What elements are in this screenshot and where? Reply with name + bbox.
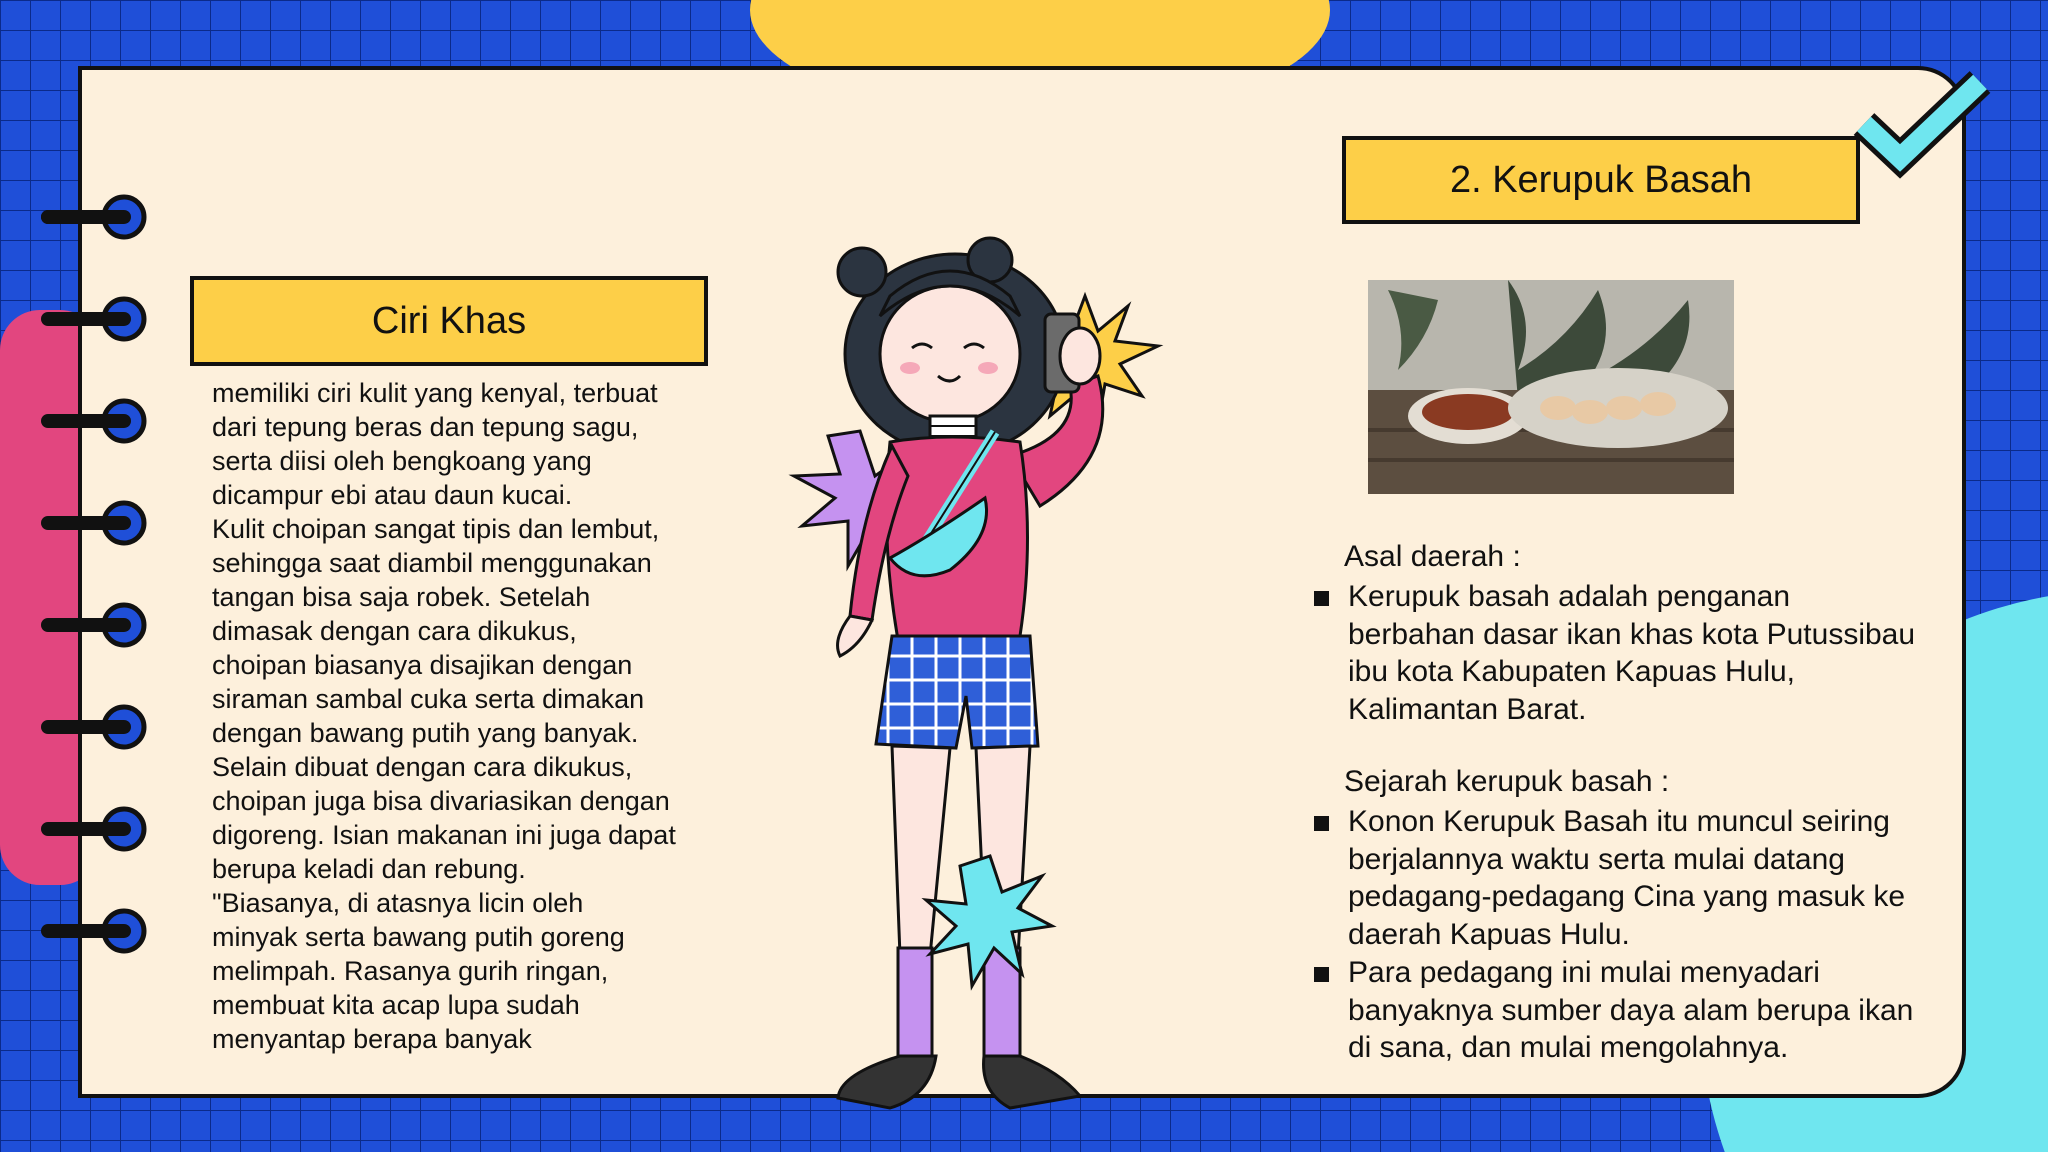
kerupuk-basah-title: 2. Kerupuk Basah xyxy=(1342,136,1860,224)
kerupuk-basah-photo xyxy=(1368,280,1734,494)
bullet-square-icon xyxy=(1314,591,1329,606)
binder-ring-icon xyxy=(48,197,144,237)
girl-with-phone-illustration xyxy=(780,236,1200,1126)
binder-ring-icon xyxy=(48,401,144,441)
asal-daerah-label: Asal daerah : xyxy=(1344,540,1521,573)
binder-ring-icon xyxy=(48,605,144,645)
list-item-text: Kerupuk basah adalah penganan berbahan dasar ikan khas kota Putussibau ibu kota Kabupaten Kapuas Hulu, Kalimantan Barat. xyxy=(1348,580,1916,727)
list-item xyxy=(1312,954,1922,1067)
sejarah-list xyxy=(1312,803,1922,1067)
ciri-khas-title: Ciri Khas xyxy=(190,276,708,366)
binder-ring-icon xyxy=(48,911,144,951)
list-item-text: Konon Kerupuk Basah itu muncul seiring berjalannya waktu serta mulai datang pedagang-pedagang Cina yang masuk ke daerah Kapuas Hulu. xyxy=(1348,805,1906,952)
binder-ring-icon xyxy=(48,707,144,747)
bullet-square-icon xyxy=(1314,816,1329,831)
ciri-khas-text: memiliki ciri kulit yang kenyal, terbuat dari tepung beras dan tepung sagu, serta diisi oleh bengkoang yang dicampur ebi atau daun kucai. Kulit choipan sangat tipis dan lembut, sehingga saat diambil menggunakan tangan bisa saja robek. Setelah dimasak dengan cara dikukus, choipan biasanya disajikan dengan siraman sambal cuka serta dimakan dengan bawang putih yang banyak. Selain dibuat dengan cara dikukus, choipan juga bisa divariasikan dengan digoreng. Isian makanan ini juga dapat berupa keladi dan rebung. "Biasanya, di atasnya licin oleh minyak serta bawang putih goreng melimpah. Rasanya gurih ringan, membuat kita acap lupa sudah menyantap berapa banyak xyxy=(212,378,676,1054)
bullet-square-icon xyxy=(1314,967,1329,982)
binder-ring-icon xyxy=(48,299,144,339)
binder-ring-icon xyxy=(48,809,144,849)
list-item xyxy=(1312,803,1922,954)
asal-daerah-list xyxy=(1312,578,1922,729)
checkmark-icon xyxy=(1850,68,2000,188)
list-item-text: Para pedagang ini mulai menyadari banyaknya sumber daya alam berupa ikan di sana, dan mulai mengolahnya. xyxy=(1348,955,1914,1065)
list-item xyxy=(1312,578,1922,729)
binder-ring-icon xyxy=(48,503,144,543)
sejarah-label: Sejarah kerupuk basah : xyxy=(1344,765,1670,798)
binder-rings xyxy=(36,186,156,966)
